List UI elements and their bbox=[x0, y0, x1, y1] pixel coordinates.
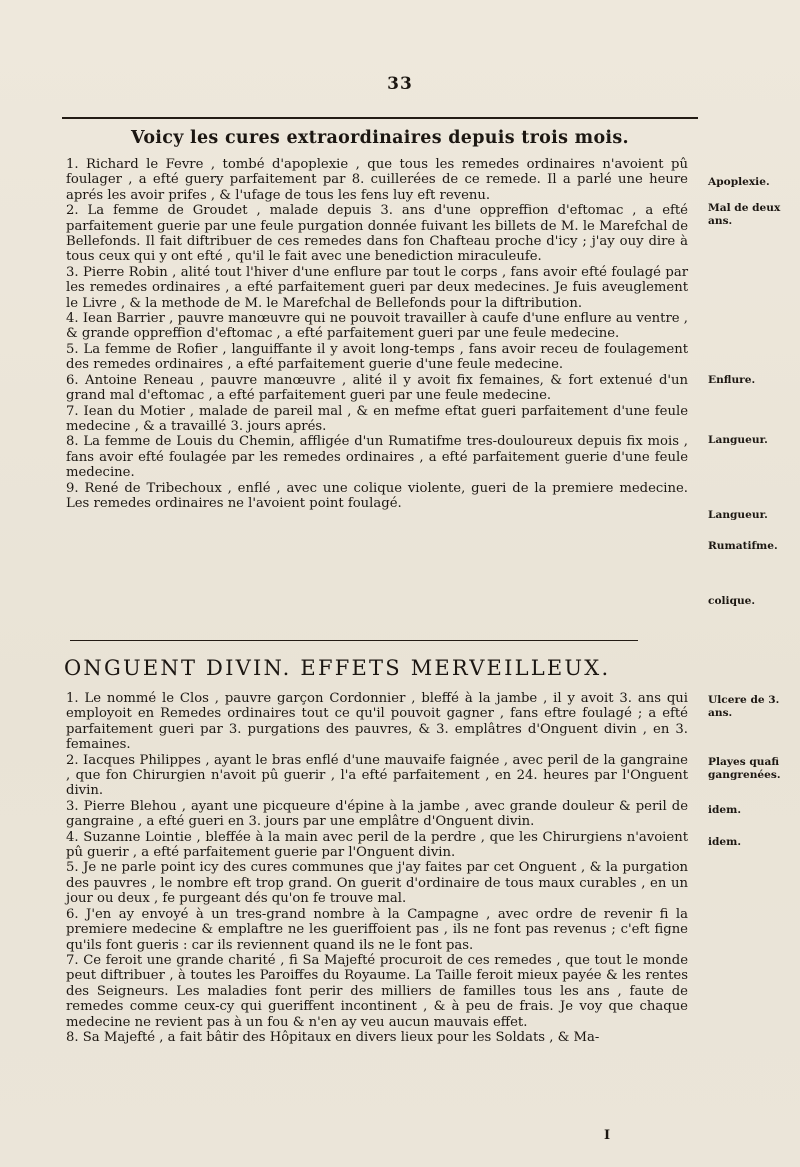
section-cures-text bbox=[66, 157, 688, 511]
onguent-entry: 1. Le nommé le Clos , pauvre garçon Cordonnier , bleffé à la jambe , il y avoit 3. ans qui employoit en Remedes ordinaires tout ce qu'il pouvoit gagner , fans eftre foulagé ; a efté parfaitement gueri par 3. purgations des pauvres, & 3. emplâtres d'Onguent divin , en 3. femaines. bbox=[66, 691, 688, 753]
margin-note: colique. bbox=[708, 595, 756, 607]
onguent-entry: 3. Pierre Blehou , ayant une picqueure d'épine à la jambe , avec grande douleur & peril de gangraine , a efté gueri en 3. jours par une emplâtre d'Onguent divin. bbox=[66, 798, 688, 830]
cure-entry: 5. La femme de Rofier , languiffante il y avoit long-temps , fans avoir receu de foulagement des remedes ordinaires , a efté parfaitement guerie d'une feule medecine. bbox=[66, 341, 688, 373]
top-rule bbox=[62, 117, 698, 119]
margin-note: Langueur. bbox=[708, 434, 768, 446]
page-number: 33 bbox=[387, 74, 413, 94]
margin-note: Mal de deux ans. bbox=[708, 202, 781, 227]
margin-note: idem. bbox=[708, 836, 742, 848]
onguent-entry: 8. Sa Majefté , a fait bâtir des Hôpitaux en divers lieux pour les Soldats , & Ma- bbox=[66, 1029, 600, 1045]
margin-note: Playes quafi gangrenées. bbox=[708, 756, 781, 781]
cure-entry: 2. La femme de Groudet , malade depuis 3. ans d'une oppreffion d'eftomac , a efté parfaitement guerie par une feule purgation donnée fuivant les billets de M. le Marefchal de Bellefonds. Il fait diftribuer de ces remedes dans fon Chafteau proche d'icy ; j'ay ouy dire à tous ceux qui y ont efté , qu'il le fait avec une benediction miraculeufe. bbox=[66, 203, 688, 265]
margin-note: idem. bbox=[708, 804, 742, 816]
cure-entry: 6. Antoine Reneau , pauvre manœuvre , alité il y avoit fix femaines, & fort extenué d'un grand mal d'eftomac , a efté parfaitement gueri par une feule medecine. bbox=[66, 372, 688, 404]
onguent-entry: 6. J'en ay envoyé à un tres-grand nombre à la Campagne , avec ordre de revenir fi la premiere medecine & emplaftre ne les gueriffoient pas , ils ne font pas revenus ; c'eft figne qu'ils font gueris : car ils reviennent quand ils ne le font pas. bbox=[66, 906, 688, 953]
cure-entry: 4. Iean Barrier , pauvre manœuvre qui ne pouvoit travailler à caufe d'une enflure au ventre , & grande oppreffion d'eftomac , a efté parfaitement gueri par une feule medecine. bbox=[66, 311, 688, 342]
cure-entry: 1. Richard le Fevre , tombé d'apoplexie , que tous les remedes ordinaires n'avoient pû foulager , a efté guery parfaitement par 8. cuillerées de ce remede. Il a parlé une heure aprés les avoir prifes , & l'ufage de tous les fens luy eft revenu. bbox=[66, 157, 688, 203]
section-onguent-text bbox=[66, 691, 688, 1045]
onguent-entry: 7. Ce feroit une grande charité , fi Sa Majefté procuroit de ces remedes , que tout le monde peut diftribuer , à toutes les Paroiffes du Royaume. La Taille feroit mieux payée & les rentes des Seigneurs. Les maladies font perir des milliers de familles tous les ans , faute de remedes comme ceux-cy qui gueriffent incontinent , & à peu de frais. Je voy que chaque medecine ne revient pas à un fou & n'en ay veu aucun mauvais effet. bbox=[66, 952, 688, 1030]
cure-entry: 9. René de Tribechoux , enflé , avec une colique violente, gueri de la premiere medecine. Les remedes ordinaires ne l'avoient point foulagé. bbox=[66, 480, 688, 511]
cure-entry: 3. Pierre Robin , alité tout l'hiver d'une enflure par tout le corps , fans avoir efté foulagé par les remedes ordinaires , a efté parfaitement gueri par deux medecines. Je fuis aveuglement le Livre , & la methode de M. le Marefchal de Bellefonds pour la diftribution. bbox=[66, 264, 688, 311]
section-heading-onguent: ONGUENT DIVIN. EFFETS MERVEILLEUX. bbox=[64, 656, 611, 680]
margin-note: Langueur. bbox=[708, 509, 768, 521]
cure-entry: 7. Iean du Motier , malade de pareil mal , & en mefme eftat gueri parfaitement d'une feule medecine , & a travaillé 3. jours aprés. bbox=[66, 403, 688, 434]
margin-note: Enflure. bbox=[708, 374, 756, 386]
onguent-entry: 2. Iacques Philippes , ayant le bras enflé d'une mauvaife faignée , avec peril de la gangraine , que fon Chirurgien n'avoit pû guerir , l'a efté parfaitement , en 24. heures par l'Onguent divin. bbox=[66, 752, 688, 799]
section-heading-cures: Voicy les cures extraordinaires depuis trois mois. bbox=[131, 128, 629, 148]
onguent-entry: 4. Suzanne Lointie , bleffée à la main avec peril de la perdre , que les Chirurgiens n'avoient pû guerir , a efté parfaitement guerie par l'Onguent divin. bbox=[66, 829, 688, 861]
mid-rule bbox=[70, 640, 638, 641]
onguent-entry: 5. Je ne parle point icy des cures communes que j'ay faites par cet Onguent , & la purgation des pauvres , le nombre eft trop grand. On guerit d'ordinaire de tous maux curables , en un jour ou deux , fe purgeant dés qu'on fe trouve mal. bbox=[66, 860, 688, 907]
margin-note: Apoplexie. bbox=[708, 176, 770, 188]
signature-mark: I bbox=[604, 1128, 611, 1143]
margin-note: Ulcere de 3. ans. bbox=[708, 694, 780, 719]
margin-note: Rumatifme. bbox=[708, 540, 778, 552]
cure-entry: 8. La femme de Louis du Chemin, affligée d'un Rumatifme tres-douloureux depuis fix mois , fans avoir efté foulagée par les remedes ordinaires , a efté parfaitement guerie d'une feule medecine. bbox=[66, 434, 688, 481]
